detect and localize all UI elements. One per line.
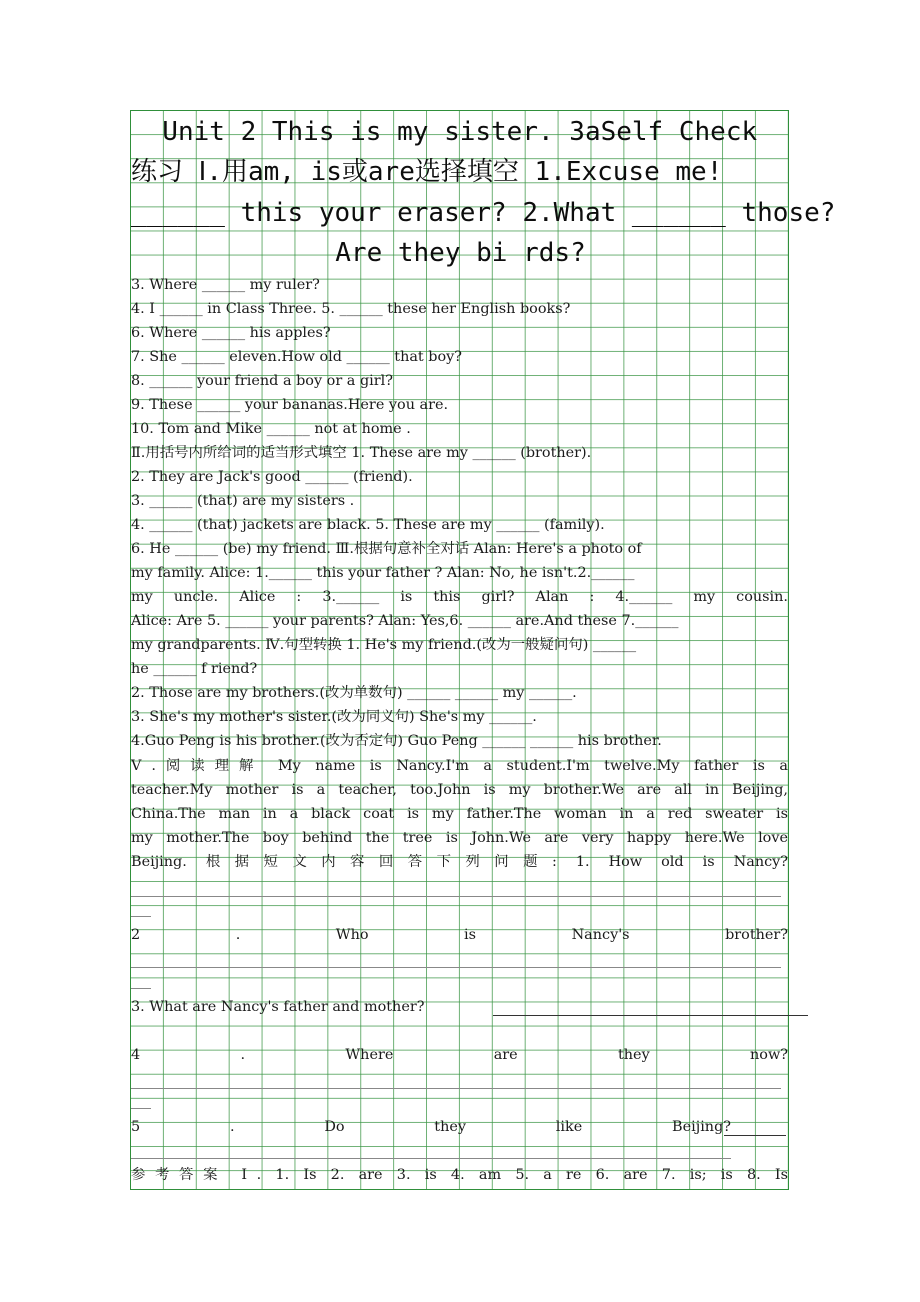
- answer-line-1: [131, 896, 781, 897]
- question-4-5: 4. I ______ in Class Three. 5. ______ these her English books?: [131, 301, 571, 317]
- question-9: 9. These ______ your bananas.Here you are.: [131, 397, 449, 413]
- passage-line-4: my mother.The boy behind the tree is John.We are very happy here.We love: [131, 830, 788, 846]
- reading-question-5: 5 . Do they like Beijing?: [131, 1119, 731, 1135]
- answer-key: 参考答案 Ⅰ. 1. Is 2. are 3. is 4. am 5. a re 6. are 7. is; is 8. Is: [131, 1167, 788, 1183]
- dialogue-line-3: Alice: Are 5. ______ your parents? Alan: Yes,6. ______ are.And these 7.______: [131, 613, 679, 629]
- answer-line-4-tail: [131, 1108, 151, 1109]
- answer-line-5-b: [131, 1158, 731, 1159]
- section-2-line-4: 4. ______ (that) jackets are black. 5. These are my ______ (family).: [131, 517, 605, 533]
- question-7: 7. She ______ eleven.How old ______ that boy?: [131, 349, 463, 365]
- answer-line-2-tail: [131, 988, 151, 989]
- passage-line-2: teacher.My mother is a teacher, too.John is my brother.We are all in Beijing,: [131, 782, 788, 798]
- transform-line-3: 2. Those are my brothers.(改为单数句) ______ ______ my ______.: [131, 685, 577, 701]
- section-2-line-3: 3. ______ (that) are my sisters .: [131, 493, 355, 509]
- reading-question-3: 3. What are Nancy's father and mother?: [131, 999, 425, 1015]
- dialogue-line-2: my uncle. Alice : 3.______ is this girl? Alan : 4.______ my cousin.: [131, 589, 788, 605]
- transform-line-2: he ______ f riend?: [131, 661, 258, 677]
- dialogue-line-1: my family. Alice: 1.______ this your father ? Alan: No, he isn't.2.______: [131, 565, 635, 581]
- passage-line-3: China.The man in a black coat is my father.The woman in a red sweater is: [131, 806, 788, 822]
- section-2-line-5: 6. He ______ (be) my friend. Ⅲ.根据句意补全对话 Alan: Here's a photo of: [131, 541, 642, 557]
- answer-line-2: [131, 967, 781, 968]
- transform-line-1: my grandparents. Ⅳ.句型转换 1. He's my friend.(改为一般疑问句) ______: [131, 637, 637, 653]
- answer-line-4: [131, 1088, 781, 1089]
- transform-line-4: 3. She's my mother's sister.(改为同义句) She's my ______.: [131, 709, 537, 725]
- title-line-1: Unit 2 This is my sister. 3aSelf Check: [131, 117, 758, 147]
- transform-line-5: 4.Guo Peng is his brother.(改为否定句) Guo Peng ______ ______ his brother.: [131, 733, 662, 749]
- answer-line-5: [724, 1135, 786, 1136]
- section-2-line-1: Ⅱ.用括号内所给词的适当形式填空 1. These are my ______ (brother).: [131, 445, 592, 461]
- reading-question-2: 2 . Who is Nancy's brother?: [131, 927, 788, 943]
- reading-question-4: 4 . Where are they now?: [131, 1047, 788, 1063]
- question-10: 10. Tom and Mike ______ not at home .: [131, 421, 411, 437]
- answer-line-1-tail: [131, 916, 151, 917]
- question-8: 8. ______ your friend a boy or a girl?: [131, 373, 393, 389]
- title-line-3: ______ this your eraser? 2.What ______ those?: [131, 198, 836, 228]
- passage-line-1: Ⅴ.阅读理解 My name is Nancy.I'm a student.I'm twelve.My father is a: [131, 758, 788, 774]
- question-3: 3. Where ______ my ruler?: [131, 277, 320, 293]
- passage-line-5: Beijing. 根据短文内容回答下列问题: 1. How old is Nancy?: [131, 854, 788, 870]
- title-line-4: Are they bi rds?: [335, 238, 586, 268]
- title-line-2: 练习 Ⅰ.用am, is或are选择填空 1.Excuse me!: [131, 157, 723, 187]
- section-2-line-2: 2. They are Jack's good ______ (friend).: [131, 469, 413, 485]
- question-6: 6. Where ______ his apples?: [131, 325, 331, 341]
- answer-line-3: [493, 1015, 808, 1016]
